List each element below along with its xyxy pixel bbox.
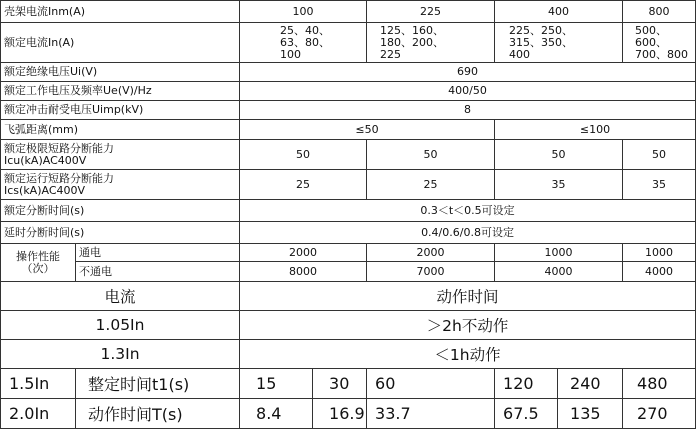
- rated-current-100: 25、40、 63、80、 100: [240, 23, 367, 63]
- action-1-3-time: ＜1h动作: [240, 340, 696, 369]
- row-frame-current: [1, 1, 696, 23]
- working-voltage-value: 400/50: [240, 82, 696, 101]
- insulation-voltage-value: 690: [240, 63, 696, 82]
- action-value-6: 270: [623, 399, 696, 429]
- ics-225: 25: [367, 170, 495, 200]
- action-value-2: 16.9: [313, 399, 367, 429]
- action-header-time: 动作时间: [240, 282, 696, 311]
- setting-value-4: 120: [495, 369, 558, 399]
- operation-powered-400: 1000: [495, 244, 623, 262]
- operation-unpowered-100: 8000: [240, 262, 367, 282]
- frame-current-800: 800: [623, 1, 696, 23]
- impulse-voltage-value: 8: [240, 101, 696, 120]
- row-operation-unpowered: [1, 262, 696, 282]
- operation-powered-100: 2000: [240, 244, 367, 262]
- rated-current-800: 500、600、 700、800: [623, 23, 696, 63]
- setting-value-1: 15: [240, 369, 313, 399]
- break-time-label: 额定分断时间(s): [1, 200, 240, 222]
- frame-current-label: 壳架电流Inm(A): [1, 1, 240, 23]
- arc-distance-small: ≤50: [240, 120, 495, 140]
- row-arc-distance: [1, 120, 696, 140]
- action-1-3-current: 1.3In: [1, 340, 240, 369]
- setting-value-5: 240: [558, 369, 623, 399]
- delay-time-value: 0.4/0.6/0.8可设定: [240, 222, 696, 244]
- row-action-time: [1, 399, 696, 429]
- operation-unpowered-225: 7000: [367, 262, 495, 282]
- row-action-1-05: [1, 311, 696, 340]
- row-insulation-voltage: [1, 63, 696, 82]
- arc-distance-large: ≤100: [495, 120, 696, 140]
- ics-label: 额定运行短路分断能力 Ics(kA)AC400V: [1, 170, 240, 200]
- row-setting-time: [1, 369, 696, 399]
- setting-current: 1.5In: [1, 369, 76, 399]
- icu-100: 50: [240, 140, 367, 170]
- row-rated-current: [1, 23, 696, 63]
- action-1-05-time: ＞2h不动作: [240, 311, 696, 340]
- operation-unpowered-label: 不通电: [76, 262, 240, 282]
- action-value-3: 33.7: [367, 399, 495, 429]
- insulation-voltage-label: 额定绝缘电压Ui(V): [1, 63, 240, 82]
- setting-label: 整定时间t1(s): [76, 369, 240, 399]
- operation-powered-label: 通电: [76, 244, 240, 262]
- operation-unpowered-800: 4000: [623, 262, 696, 282]
- frame-current-225: 225: [367, 1, 495, 23]
- working-voltage-label: 额定工作电压及频率Ue(V)/Hz: [1, 82, 240, 101]
- operation-unpowered-400: 4000: [495, 262, 623, 282]
- rated-current-label: 额定电流In(A): [1, 23, 240, 63]
- setting-value-3: 60: [367, 369, 495, 399]
- delay-time-label: 延时分断时间(s): [1, 222, 240, 244]
- action-value-4: 67.5: [495, 399, 558, 429]
- icu-label: 额定极限短路分断能力 Icu(kA)AC400V: [1, 140, 240, 170]
- frame-current-100: 100: [240, 1, 367, 23]
- icu-400: 50: [495, 140, 623, 170]
- row-ics: [1, 170, 696, 200]
- operation-powered-800: 1000: [623, 244, 696, 262]
- action-header-current: 电流: [1, 282, 240, 311]
- action-current: 2.0In: [1, 399, 76, 429]
- operation-label: 操作性能 （次）: [1, 244, 76, 282]
- row-operation-powered: [1, 244, 696, 262]
- row-impulse-voltage: [1, 101, 696, 120]
- setting-value-6: 480: [623, 369, 696, 399]
- ics-800: 35: [623, 170, 696, 200]
- icu-225: 50: [367, 140, 495, 170]
- frame-current-400: 400: [495, 1, 623, 23]
- row-action-header: [1, 282, 696, 311]
- row-working-voltage: [1, 82, 696, 101]
- ics-100: 25: [240, 170, 367, 200]
- row-icu: [1, 140, 696, 170]
- break-time-value: 0.3＜t＜0.5可设定: [240, 200, 696, 222]
- row-delay-time: [1, 222, 696, 244]
- impulse-voltage-label: 额定冲击耐受电压Uimp(kV): [1, 101, 240, 120]
- arc-distance-label: 飞弧距离(mm): [1, 120, 240, 140]
- ics-400: 35: [495, 170, 623, 200]
- icu-800: 50: [623, 140, 696, 170]
- operation-powered-225: 2000: [367, 244, 495, 262]
- rated-current-400: 225、250、 315、350、 400: [495, 23, 623, 63]
- action-value-5: 135: [558, 399, 623, 429]
- action-1-05-current: 1.05In: [1, 311, 240, 340]
- row-break-time: [1, 200, 696, 222]
- action-label: 动作时间T(s): [76, 399, 240, 429]
- setting-value-2: 30: [313, 369, 367, 399]
- row-action-1-3: [1, 340, 696, 369]
- action-value-1: 8.4: [240, 399, 313, 429]
- rated-current-225: 125、160、 180、200、 225: [367, 23, 495, 63]
